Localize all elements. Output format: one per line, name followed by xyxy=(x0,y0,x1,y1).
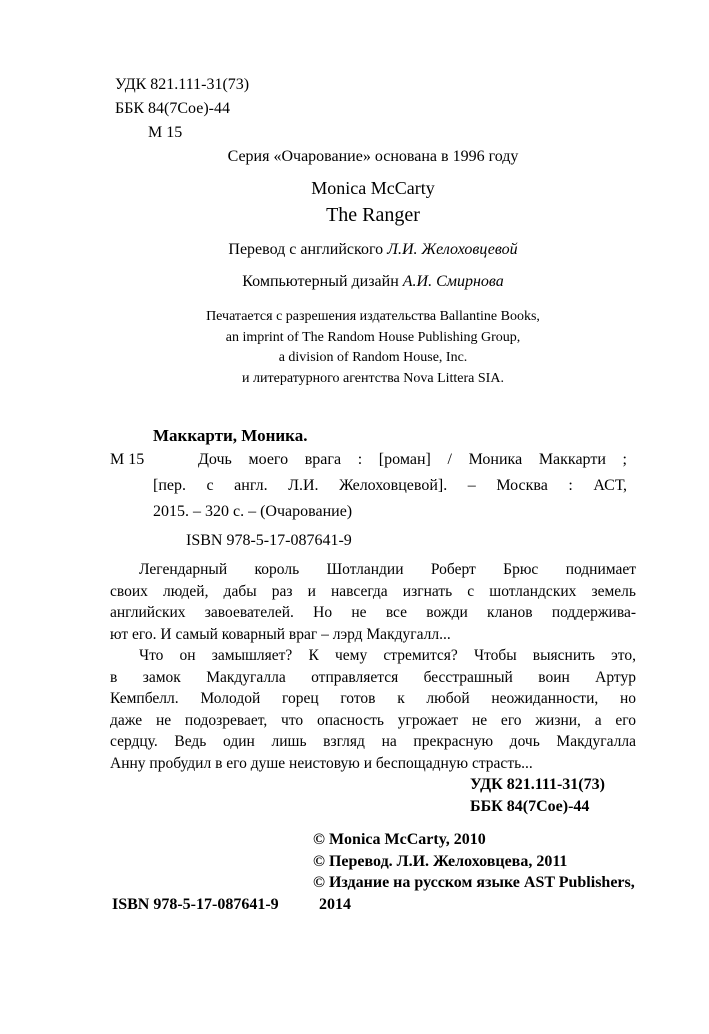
udc-code: УДК 821.111-31(73) xyxy=(115,76,250,93)
annotation-line: ют его. И самый коварный враг – лэрд Макдугалл... xyxy=(110,625,451,643)
translator-name: Л.И. Желоховцевой xyxy=(387,241,518,258)
bbk-code: ББК 84(7Сое)-44 xyxy=(115,100,230,117)
author-index: М 15 xyxy=(148,124,183,141)
card-description-line: [пер. с англ. Л.И. Желоховцевой]. – Москва : АСТ, xyxy=(153,477,627,494)
card-isbn: ISBN 978-5-17-087641-9 xyxy=(186,532,352,549)
permission-note xyxy=(110,307,636,389)
footer-codes-block xyxy=(470,774,636,818)
annotation-paragraph-1 xyxy=(110,559,636,645)
catalog-card xyxy=(110,425,627,552)
permission-line: an imprint of The Random House Publishing Group, xyxy=(225,329,521,345)
card-heading: Маккарти, Моника. xyxy=(153,426,308,445)
book-author: Monica McCarty xyxy=(311,178,435,198)
header-codes-block xyxy=(115,73,636,145)
design-credit xyxy=(110,271,636,293)
copyright-lines xyxy=(313,829,663,915)
series-note: Серия «Очарование» основана в 1996 году xyxy=(227,148,519,165)
annotation-line: сердцу. Ведь один лишь взгляд на прекрасную дочь Макдугалла xyxy=(110,733,636,750)
annotation-line: Анну пробудил в его душе неистовую и беспощадную страсть... xyxy=(110,754,533,772)
footer-udc-code: УДК 821.111-31(73) xyxy=(470,776,605,793)
annotation-line: в замок Макдугалла отправляется бесстрашный воин Артур xyxy=(110,668,636,686)
annotation-line: своих людей, дабы раз и навсегда изгнать с шотландских земель xyxy=(110,582,636,600)
card-description-line: Дочь моего врага : [роман] / Моника Маккарти ; xyxy=(198,451,627,468)
copyright-line: © Издание на русском языке AST Publishers, xyxy=(313,874,635,891)
book-title: The Ranger xyxy=(326,204,420,226)
annotation-line: Легендарный король Шотландии Роберт Брюс поднимает xyxy=(139,561,636,578)
copyright-line: © Monica McCarty, 2010 xyxy=(313,831,486,848)
annotation-block xyxy=(110,559,636,774)
annotation-line: английских завоевателей. Но не все вожди кланов поддержива- xyxy=(110,604,636,621)
annotation-paragraph-2 xyxy=(110,645,636,774)
card-description-line: 2015. – 320 с. – (Очарование) xyxy=(153,503,353,520)
translation-credit-label: Перевод с английского xyxy=(228,241,384,258)
copyright-line: © Перевод. Л.И. Желоховцева, 2011 xyxy=(313,852,568,870)
footer-bbk-code: ББК 84(7Сое)-44 xyxy=(470,798,590,815)
permission-line: и литературного агентства Nova Littera SIA. xyxy=(242,370,504,386)
permission-line: a division of Random House, Inc. xyxy=(278,350,468,365)
copyright-block xyxy=(110,829,636,915)
card-description xyxy=(110,447,627,525)
footer-isbn: ISBN 978-5-17-087641-9 xyxy=(112,895,279,913)
annotation-line: Кемпбелл. Молодой горец готов к любой неожиданности, но xyxy=(110,690,636,707)
annotation-line: даже не подозревает, что опасность угрожает не его жизни, а его xyxy=(110,711,636,729)
annotation-line: Что он замышляет? К чему стремится? Чтобы выяснить это, xyxy=(139,647,636,664)
design-credit-label: Компьютерный дизайн xyxy=(242,273,399,290)
permission-line: Печатается с разрешения издательства Ballantine Books, xyxy=(206,309,540,324)
page-content xyxy=(110,73,636,915)
card-author-index: М 15 xyxy=(110,451,145,468)
copyright-line-continuation: 2014 xyxy=(319,895,351,913)
designer-name: А.И. Смирнова xyxy=(402,273,504,290)
translation-credit xyxy=(110,239,636,261)
